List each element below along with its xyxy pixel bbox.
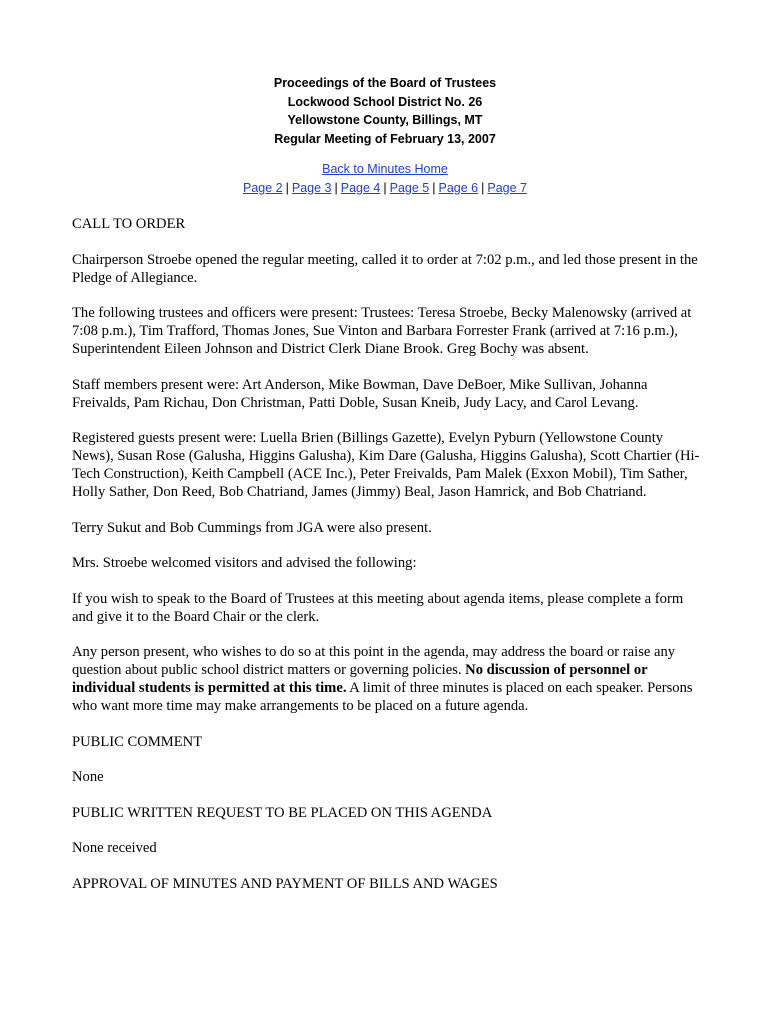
header-meeting-date: Regular Meeting of February 13, 2007 [274,131,496,146]
rules-text-start: Any person present, who wishes to do so at this point in the agenda, may address the board or raise any question about public school district matters or governing policies. [72,644,676,678]
section-heading-public-comment: PUBLIC COMMENT [72,733,203,750]
page-5-link[interactable]: Page 5 [389,180,430,195]
page-3-link[interactable]: Page 3 [291,180,332,195]
public-comment-text: None [72,769,104,785]
page-7-link[interactable]: Page 7 [487,180,527,195]
page-link-separator: | [481,180,485,195]
header-location: Yellowstone County, Billings, MT [287,113,483,127]
page-navigation [0,160,770,197]
page-4-link[interactable]: Page 4 [340,180,381,195]
page-links [0,179,770,198]
paragraph-opening: Chairperson Stroebe opened the regular meeting, called it to order at 7:02 p.m., and led those present in the Pledge of Allegiance. [72,251,698,286]
section-heading-approval: APPROVAL OF MINUTES AND PAYMENT OF BILLS AND WAGES [72,875,498,892]
header-title: Proceedings of the Board of Trustees [273,76,497,90]
section-heading-call-to-order: CALL TO ORDER [72,216,186,232]
paragraph-staff-present: Staff members present were: Art Anderson, Mike Bowman, Dave DeBoer, Mike Sullivan, Johanna Freivalds, Pam Richau, Don Christman, Patti Doble, Susan Kneib, Judy Lacy, and Carol Levang. [72,376,648,411]
page-link-separator: | [383,180,387,195]
page-link-separator: | [432,180,436,195]
page-link-separator: | [334,180,338,195]
paragraph-trustees-present: The following trustees and officers were present: Trustees: Teresa Stroebe, Becky Malenowsky (arrived at 7:08 p.m.), Tim Trafford, Thomas Jones, Sue Vinton and Barbara Forrester Frank (arrived at 7:16 p.m.), Superintendent Eileen Johnson and District Clerk Diane Brook. Greg Bochy was absent. [72,305,692,357]
minutes-body [72,215,702,910]
written-request-text: None received [72,840,157,856]
paragraph-speaking-instructions: If you wish to speak to the Board of Trustees at this meeting about agenda items, please complete a form and give it to the Board Chair or the clerk. [72,590,684,625]
paragraph-public-address-rules [72,643,702,715]
header-district: Lockwood School District No. 26 [287,94,483,109]
page-link-separator: | [285,180,289,195]
rules-text-bold: No discussion of personnel or individual students is permitted at this time. [72,662,648,696]
back-to-minutes-home-link[interactable]: Back to Minutes Home [322,162,448,176]
section-heading-written-request: PUBLIC WRITTEN REQUEST TO BE PLACED ON THIS AGENDA [72,804,493,821]
rules-text-end: A limit of three minutes is placed on each speaker. Persons who want more time may make arrangements to be placed on a future agenda. [72,680,693,714]
page-2-link[interactable]: Page 2 [243,180,283,195]
document-header [0,74,770,148]
paragraph-jga-present: Terry Sukut and Bob Cummings from JGA were also present. [72,519,432,536]
page-6-link[interactable]: Page 6 [438,180,479,195]
paragraph-welcome: Mrs. Stroebe welcomed visitors and advised the following: [72,555,417,571]
paragraph-guests-present: Registered guests present were: Luella Brien (Billings Gazette), Evelyn Pyburn (Yellowstone County News), Susan Rose (Galusha, Higgins Galusha), Kim Dare (Galusha, Higgins Galusha), Scott Chartier (Hi-Tech Construction), Keith Campbell (ACE Inc.), Peter Freivalds, Pam Malek (Exxon Mobil), Tim Sather, Holly Sather, Don Reed, Bob Chatriand, James (Jimmy) Beal, Jason Hamrick, and Bob Chatriand. [72,430,700,500]
